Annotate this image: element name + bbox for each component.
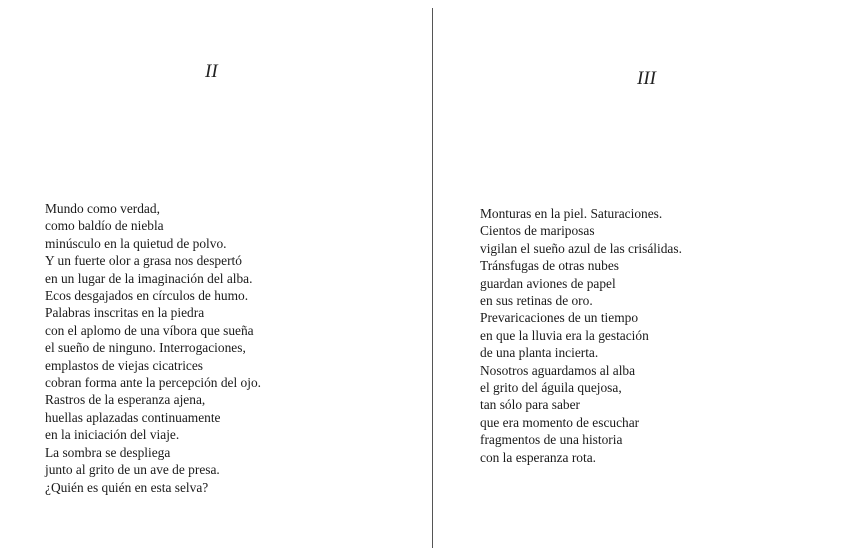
poem-line: el grito del águila quejosa, xyxy=(480,380,622,396)
poem-line: en un lugar de la imaginación del alba. xyxy=(45,270,253,286)
poem-line: junto al grito de un ave de presa. xyxy=(45,462,220,478)
poem-line: con el aplomo de una víbora que sueña xyxy=(45,322,254,338)
poem-line: Prevaricaciones de un tiempo xyxy=(480,310,639,326)
poem-line: Nosotros aguardamos al alba xyxy=(480,362,636,378)
poem-right xyxy=(480,205,682,466)
poem-line: que era momento de escuchar xyxy=(480,414,640,430)
poem-line: Palabras inscritas en la piedra xyxy=(45,305,205,321)
poem-line: Tránsfugas de otras nubes xyxy=(480,258,619,274)
poem-line: cobran forma ante la percepción del ojo. xyxy=(45,375,262,391)
poem-line: guardan aviones de papel xyxy=(480,275,616,291)
poem-left xyxy=(45,200,261,496)
poem-line: con la esperanza rota. xyxy=(480,449,596,465)
poem-line: en sus retinas de oro. xyxy=(480,293,593,309)
poem-line: huellas aplazadas continuamente xyxy=(45,409,221,425)
poem-line: fragmentos de una historia xyxy=(480,432,623,448)
poem-line: La sombra se despliega xyxy=(45,444,171,460)
poem-numeral-left: II xyxy=(205,61,218,82)
poem-line: el sueño de ninguno. Interrogaciones, xyxy=(45,340,246,356)
right-page xyxy=(433,0,864,556)
poem-line: Ecos desgajados en círculos de humo. xyxy=(45,288,249,304)
poem-line: ¿Quién es quién en esta selva? xyxy=(45,479,209,495)
poem-line: Rastros de la esperanza ajena, xyxy=(45,392,206,408)
poem-line: vigilan el sueño azul de las crisálidas. xyxy=(480,240,682,256)
poem-line: en que la lluvia era la gestación xyxy=(480,327,649,343)
poem-line: Y un fuerte olor a grasa nos despertó xyxy=(45,253,242,269)
poem-line: en la iniciación del viaje. xyxy=(45,427,180,443)
poem-line: Cientos de mariposas xyxy=(480,223,595,239)
poem-line: Mundo como verdad, xyxy=(45,201,160,216)
poem-numeral-right: III xyxy=(637,68,656,89)
poem-line: Monturas en la piel. Saturaciones. xyxy=(480,206,663,221)
poem-line: de una planta incierta. xyxy=(480,345,599,361)
poem-line: emplastos de viejas cicatrices xyxy=(45,357,204,373)
poem-line: minúsculo en la quietud de polvo. xyxy=(45,235,227,251)
poem-line: como baldío de niebla xyxy=(45,218,164,234)
poem-line: tan sólo para saber xyxy=(480,397,581,413)
